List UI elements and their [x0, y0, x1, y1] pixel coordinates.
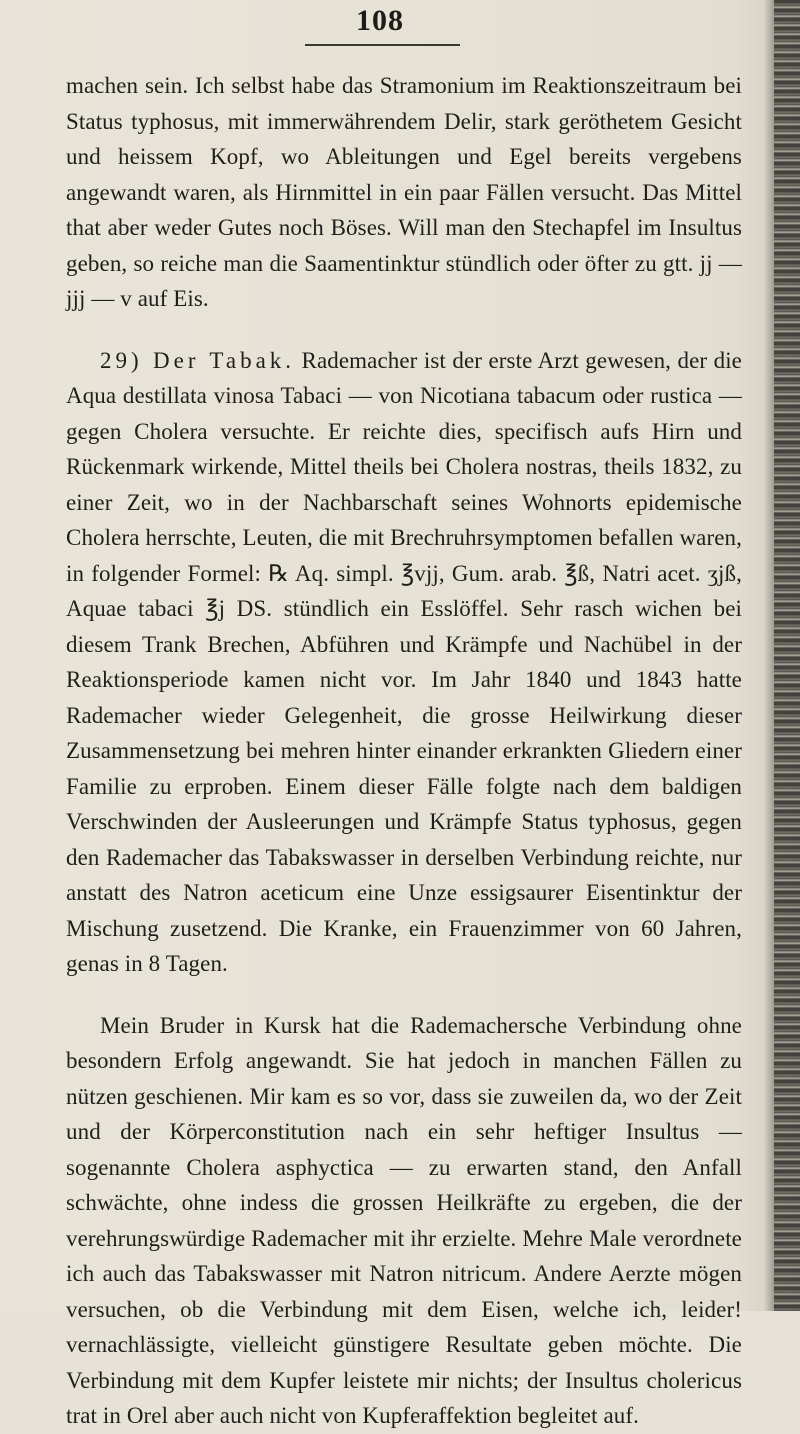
- section-heading-tabak: 29) Der Tabak.: [100, 347, 296, 373]
- paragraph-tabak: [66, 343, 742, 982]
- paragraph-stramonium: machen sein. Ich selbst habe das Stramonium im Reaktionszeitraum bei Status typhosus, mit immerwährendem Delir, stark geröthetem Gesicht und heissem Kopf, wo Ableitungen und Egel bereits vergebens angewandt waren, als Hirnmittel in ein paar Fällen versucht. Das Mittel that aber weder Gutes noch Böses. Will man den Stechapfel im Insultus geben, so reiche man die Saamentinktur stündlich oder öfter zu gtt. jj — jjj — v auf Eis.: [66, 73, 742, 311]
- page-number: 108: [356, 4, 404, 37]
- book-binding: [774, 0, 800, 1311]
- paragraph-bruder-kursk: Mein Bruder in Kursk hat die Rademachersche Verbindung ohne besondern Erfolg angewandt. Sie hat jedoch in manchen Fällen zu nützen geschienen. Mir kam es so vor, dass sie zuweilen da, wo der Zeit und der Körperconstitution nach ein sehr heftiger Insultus — sogenannte Cholera asphyctica — zu erwarten stand, den Anfall schwächte, ohne indess die grossen Heilkräfte zu ergeben, die der verehrungswürdige Rademacher mit ihr erzielte. Mehre Male verordnete ich auch das Tabakswasser mit Natron nitricum. Andere Aerzte mögen versuchen, ob die Verbindung mit dem Eisen, welche ich, leider! vernachlässigte, vielleicht günstigere Resultate geben möchte. Die Verbindung mit dem Kupfer leistete mir nichts; der Insultus cholericus trat in Orel aber auch nicht von Kupferaffektion begleitet auf.: [66, 1012, 742, 1428]
- binding-shadow: [764, 0, 774, 1311]
- page-number-rule: [305, 44, 460, 46]
- body-text: [66, 68, 742, 1434]
- paragraph-tabak-text: Rademacher ist der erste Arzt gewesen, der die Aqua destillata vinosa Tabaci — von Nicotiana tabacum oder rustica — gegen Cholera versuchte. Er reichte dies, specifisch aufs Hirn und Rückenmark wirkende, Mittel theils bei Cholera nostras, theils 1832, zu einer Zeit, wo in der Nachbarschaft seines Wohnorts epidemische Cholera herrschte, Leuten, die mit Brechruhrsymptomen befallen waren, in folgender Formel: ℞ Aq. simpl. ℥vjj, Gum. arab. ℥ß, Natri acet. ʒjß, Aquae tabaci ℥j DS. stündlich ein Esslöffel. Sehr rasch wichen bei diesem Trank Brechen, Abführen und Krämpfe und Nachübel in der Reaktionsperiode kamen nicht vor. Im Jahr 1840 und 1843 hatte Rademacher wieder Gelegenheit, die grosse Heilwirkung dieser Zusammensetzung bei mehren hinter einander erkrankten Gliedern einer Familie zu erproben. Einem dieser Fälle folgte nach dem baldigen Verschwinden der Ausleerungen und Krämpfe Status typhosus, gegen den Rademacher das Tabakswasser in derselben Verbindung reichte, nur anstatt des Natron aceticum eine Unze essigsaurer Eisentinktur der Mischung zusetzend. Die Kranke, ein Frauenzimmer von 60 Jahren, genas in 8 Tagen.: [66, 347, 742, 976]
